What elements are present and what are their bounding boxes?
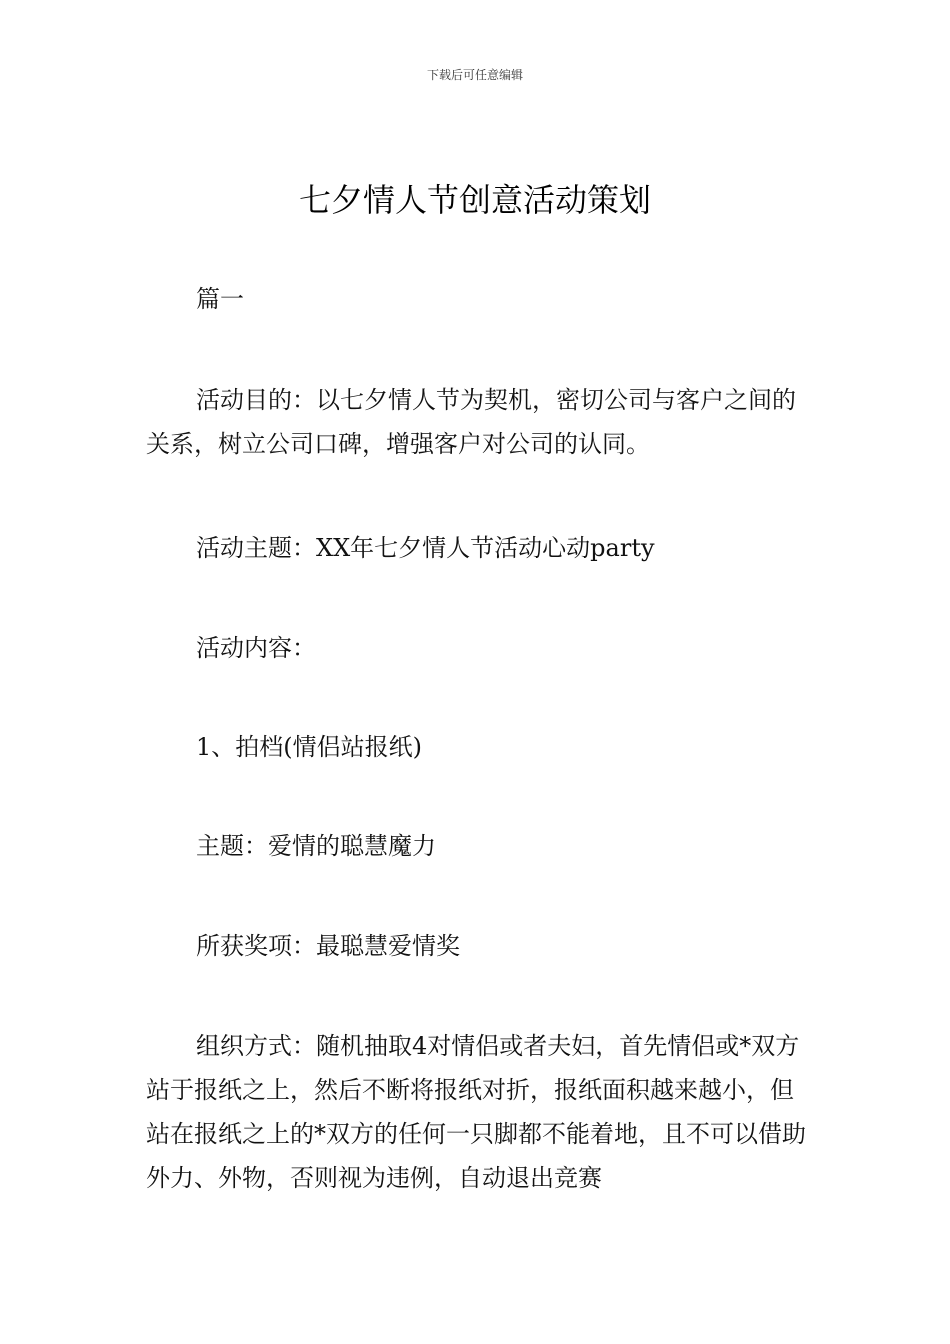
paragraph-subtheme: 主题：爱情的聪慧魔力 (196, 832, 436, 860)
paragraph-item-1: 1、拍档(情侣站报纸) (196, 733, 422, 761)
paragraph-organization: 组织方式：随机抽取4对情侣或者夫妇，首先情侣或*双方站于报纸之上，然后不断将报纸对折，报纸面积越来越小，但站在报纸之上的*双方的任何一只脚都不能着地，且不可以借助外力、外物，否则视为违例，自动退出竞赛 (146, 1032, 806, 1192)
paragraph-purpose: 活动目的：以七夕情人节为契机，密切公司与客户之间的关系，树立公司口碑，增强客户对公司的认同。 (146, 386, 796, 458)
paragraph-award: 所获奖项：最聪慧爱情奖 (196, 932, 460, 960)
document-title: 七夕情人节创意活动策划 (298, 181, 651, 219)
section-heading: 篇一 (196, 285, 244, 313)
page-header-note: 下载后可任意编辑 (426, 68, 523, 82)
paragraph-content-heading: 活动内容： (196, 634, 316, 662)
paragraph-theme: 活动主题：XX年七夕情人节活动心动party (196, 534, 655, 562)
